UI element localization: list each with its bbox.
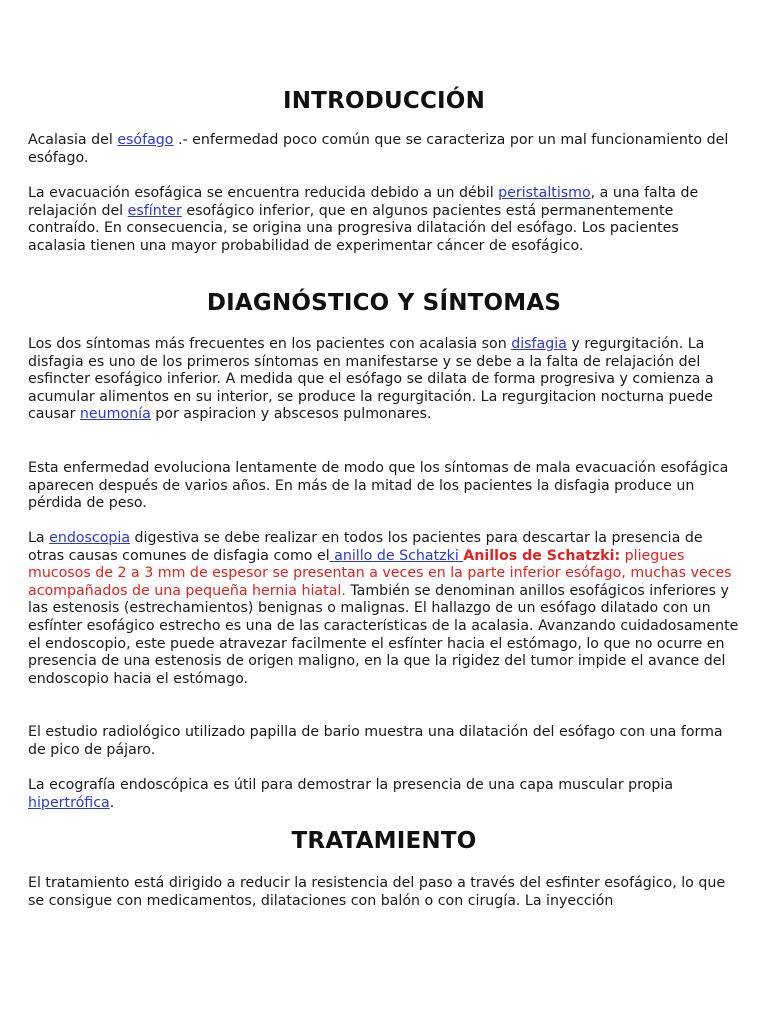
text: y regurgitación. La disfagia es uno de los primeros síntomas en manifestarse y se debe a la falta de relajación del esfincter esofágico inferior. A medida que el esófago se dilata de forma progresiva y comienza a acumular alimentos en su interior, se produce la regurgitación. La regurgitacion nocturna puede causar — [28, 336, 714, 423]
paragraph-intro-definition — [28, 132, 740, 167]
definition-term: Anillos de Schatzki: — [463, 547, 621, 564]
link-hipertrofica[interactable]: hipertrófica — [28, 794, 110, 811]
text: .- enfermedad poco común que se caracteriza por un mal funcionamiento del esófago. — [28, 132, 729, 166]
link-anillo-schatzki[interactable]: anillo de Schatzki — [329, 547, 464, 564]
paragraph-evolution: Esta enfermedad evoluciona lentamente de modo que los síntomas de mala evacuación esofágica aparecen después de varios años. En más de la mitad de los pacientes la disfagia produce un pérdida de peso. — [28, 460, 729, 512]
text: , a una falta de relajación del — [28, 185, 699, 219]
paragraph-endoscopy — [28, 530, 740, 688]
link-endoscopia[interactable]: endoscopia — [49, 530, 131, 546]
paragraph-intro-evacuation — [28, 185, 740, 255]
text: Los dos síntomas más frecuentes en los pacientes con acalasia son — [28, 336, 512, 352]
heading-diagnostico: DIAGNÓSTICO Y SÍNTOMAS — [206, 290, 562, 316]
text: . — [109, 794, 115, 811]
text: esofágico inferior, que en algunos pacientes está permanentemente contraído. En consecuencia, se origina una progresiva dilatación del esófago. Los pacientes acalasia tienen una mayor probabilidad de experimentar cáncer de esofágico. — [28, 202, 679, 254]
link-peristaltismo[interactable]: peristaltismo — [498, 185, 591, 201]
link-esofago[interactable]: esófago — [117, 132, 174, 148]
paragraph-radiology: El estudio radiológico utilizado papilla de bario muestra una dilatación del esófago con una forma de pico de pájaro. — [28, 724, 723, 758]
text: La — [28, 530, 50, 546]
text: por aspiracion y abscesos pulmonares. — [150, 406, 432, 423]
text: También se denominan anillos esofágicos inferiores y las estenosis (estrechamientos) benignas o malignas. El hallazgo de un esófago dilatado con un esfínter esofágico estrecho es una de las características de la acalasia. Avanzando cuidadosamente el endoscopio, este puede atravezar facilmente el esfínter hacia el estómago, lo que no ocurre en presencia de una estenosis de origen maligno, en la que la rigidez del tumor impide el avance del endoscopio hacia el estómago. — [28, 582, 739, 687]
definition-text: pliegues mucosos de 2 a 3 mm de espesor se presentan a veces en la parte inferior esófago, muchas veces acompañados de una pequeña hernia hiatal. — [28, 547, 732, 599]
paragraph-symptoms — [28, 336, 740, 424]
link-esfinter[interactable]: esfínter — [127, 202, 182, 219]
text: La evacuación esofágica se encuentra reducida debido a un débil — [28, 185, 499, 201]
text: La ecografía endoscópica es útil para demostrar la presencia de una capa muscular propia — [28, 777, 674, 793]
text: Acalasia del — [28, 132, 118, 148]
link-neumonia[interactable]: neumonía — [79, 406, 151, 423]
paragraph-treatment: El tratamiento está dirigido a reducir la resistencia del paso a través del esfinter esofágico, lo que se consigue con medicamentos, dilataciones con balón o con cirugía. La inyección — [28, 875, 726, 909]
link-disfagia[interactable]: disfagia — [511, 336, 567, 352]
heading-tratamiento: TRATAMIENTO — [291, 828, 477, 854]
text: digestiva se debe realizar en todos los pacientes para descartar la presencia de otras causas comunes de disfagia como el — [28, 530, 703, 564]
paragraph-ultrasound — [28, 777, 740, 812]
heading-introduccion: INTRODUCCIÓN — [282, 88, 486, 114]
